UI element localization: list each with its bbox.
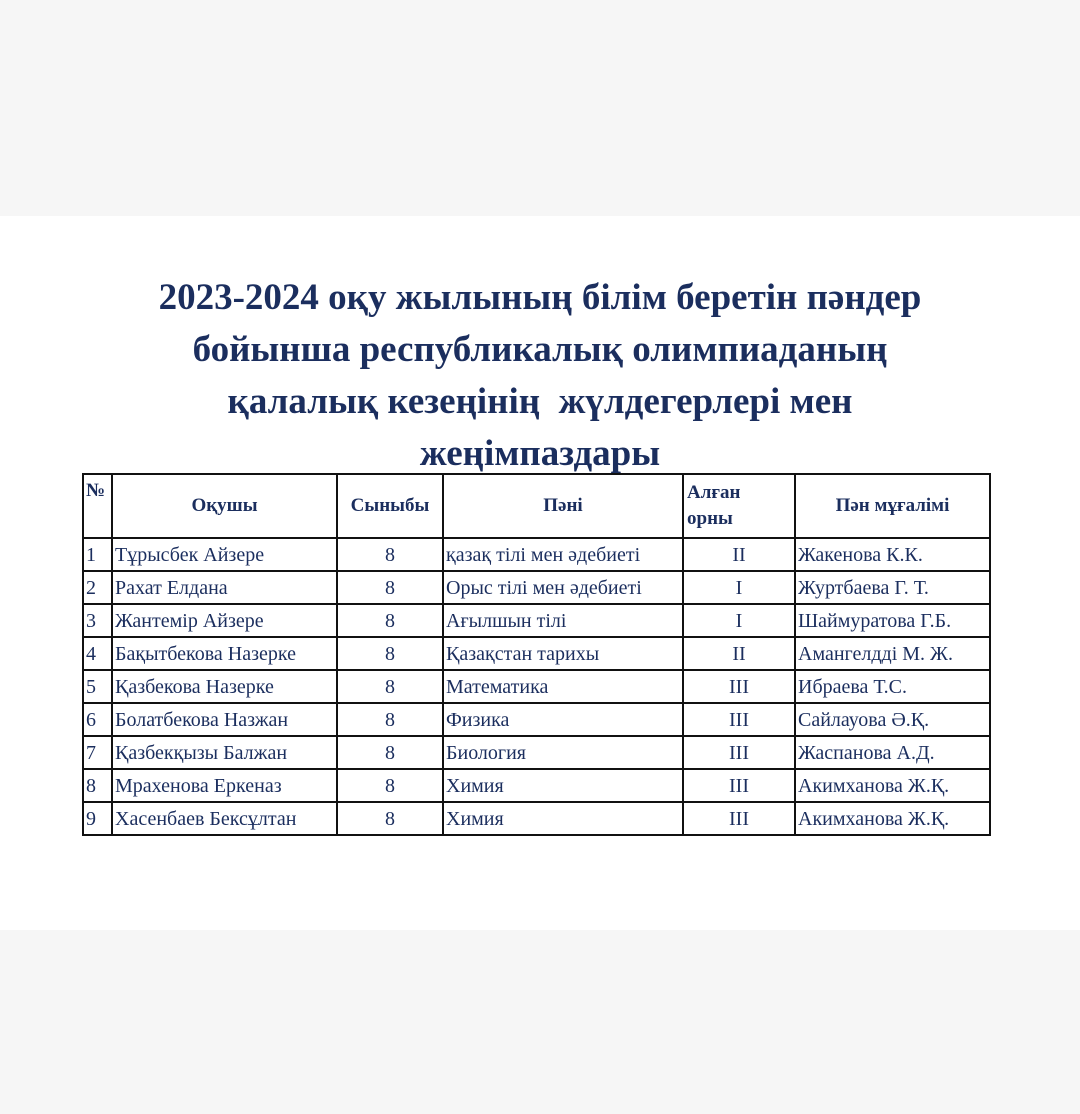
winners-table <box>82 473 991 836</box>
row-student: Мрахенова Еркеназ <box>112 769 337 802</box>
header-place-line-1: Алған <box>687 482 741 503</box>
row-teacher: Сайлауова Ә.Қ. <box>795 703 990 736</box>
row-place: I <box>683 571 795 604</box>
row-student: Қазбекова Назерке <box>112 670 337 703</box>
row-teacher: Амангелдді М. Ж. <box>795 637 990 670</box>
row-no: 5 <box>83 670 112 703</box>
row-subject: Математика <box>443 670 683 703</box>
table-row <box>83 769 990 802</box>
table-row <box>83 604 990 637</box>
row-no: 7 <box>83 736 112 769</box>
row-no: 9 <box>83 802 112 835</box>
bottom-background-band <box>0 930 1080 1114</box>
row-place: I <box>683 604 795 637</box>
row-no: 6 <box>83 703 112 736</box>
row-subject: Қазақстан тарихы <box>443 637 683 670</box>
row-grade: 8 <box>337 703 443 736</box>
table-row <box>83 670 990 703</box>
header-place <box>683 474 795 538</box>
row-student: Рахат Елдана <box>112 571 337 604</box>
row-grade: 8 <box>337 736 443 769</box>
table-row <box>83 571 990 604</box>
row-no: 3 <box>83 604 112 637</box>
row-grade: 8 <box>337 769 443 802</box>
table-row <box>83 802 990 835</box>
row-no: 8 <box>83 769 112 802</box>
table-row <box>83 538 990 571</box>
document-title <box>0 272 1080 480</box>
header-teacher: Пән мұғалімі <box>795 474 990 538</box>
row-student: Бақытбекова Назерке <box>112 637 337 670</box>
row-teacher: Журтбаева Г. Т. <box>795 571 990 604</box>
row-grade: 8 <box>337 538 443 571</box>
row-student: Қазбекқызы Балжан <box>112 736 337 769</box>
header-no: № <box>83 474 112 538</box>
row-place: II <box>683 637 795 670</box>
row-grade: 8 <box>337 637 443 670</box>
row-grade: 8 <box>337 571 443 604</box>
row-teacher: Жаспанова А.Д. <box>795 736 990 769</box>
title-line-2: бойынша республикалық олимпиаданың <box>192 329 888 370</box>
row-subject: қазақ тілі мен әдебиеті <box>443 538 683 571</box>
row-subject: Ағылшын тілі <box>443 604 683 637</box>
row-subject: Физика <box>443 703 683 736</box>
row-place: II <box>683 538 795 571</box>
row-teacher: Шаймуратова Г.Б. <box>795 604 990 637</box>
row-place: III <box>683 769 795 802</box>
row-place: III <box>683 703 795 736</box>
row-place: III <box>683 736 795 769</box>
table-row <box>83 637 990 670</box>
row-teacher: Акимханова Ж.Қ. <box>795 802 990 835</box>
row-student: Болатбекова Назжан <box>112 703 337 736</box>
row-place: III <box>683 802 795 835</box>
row-subject: Химия <box>443 769 683 802</box>
table-row <box>83 703 990 736</box>
row-grade: 8 <box>337 670 443 703</box>
row-subject: Биология <box>443 736 683 769</box>
title-line-3: қалалық кезеңінің жүлдегерлері мен <box>227 381 853 422</box>
table-row <box>83 736 990 769</box>
row-student: Тұрысбек Айзере <box>112 538 337 571</box>
row-no: 4 <box>83 637 112 670</box>
header-student: Оқушы <box>112 474 337 538</box>
row-teacher: Жакенова К.К. <box>795 538 990 571</box>
row-no: 1 <box>83 538 112 571</box>
row-grade: 8 <box>337 802 443 835</box>
row-student: Жантемір Айзере <box>112 604 337 637</box>
row-no: 2 <box>83 571 112 604</box>
row-place: III <box>683 670 795 703</box>
row-student: Хасенбаев Бексұлтан <box>112 802 337 835</box>
row-grade: 8 <box>337 604 443 637</box>
header-subject: Пәні <box>443 474 683 538</box>
row-teacher: Акимханова Ж.Қ. <box>795 769 990 802</box>
header-place-line-2: орны <box>687 508 733 529</box>
row-subject: Орыс тілі мен әдебиеті <box>443 571 683 604</box>
title-line-1: 2023-2024 оқу жылының білім беретін пәндер <box>158 277 922 318</box>
header-grade: Сыныбы <box>337 474 443 538</box>
top-background-band <box>0 0 1080 216</box>
row-subject: Химия <box>443 802 683 835</box>
table-header-row <box>83 474 990 538</box>
title-line-4: жеңімпаздары <box>419 433 661 474</box>
row-teacher: Ибраева Т.С. <box>795 670 990 703</box>
